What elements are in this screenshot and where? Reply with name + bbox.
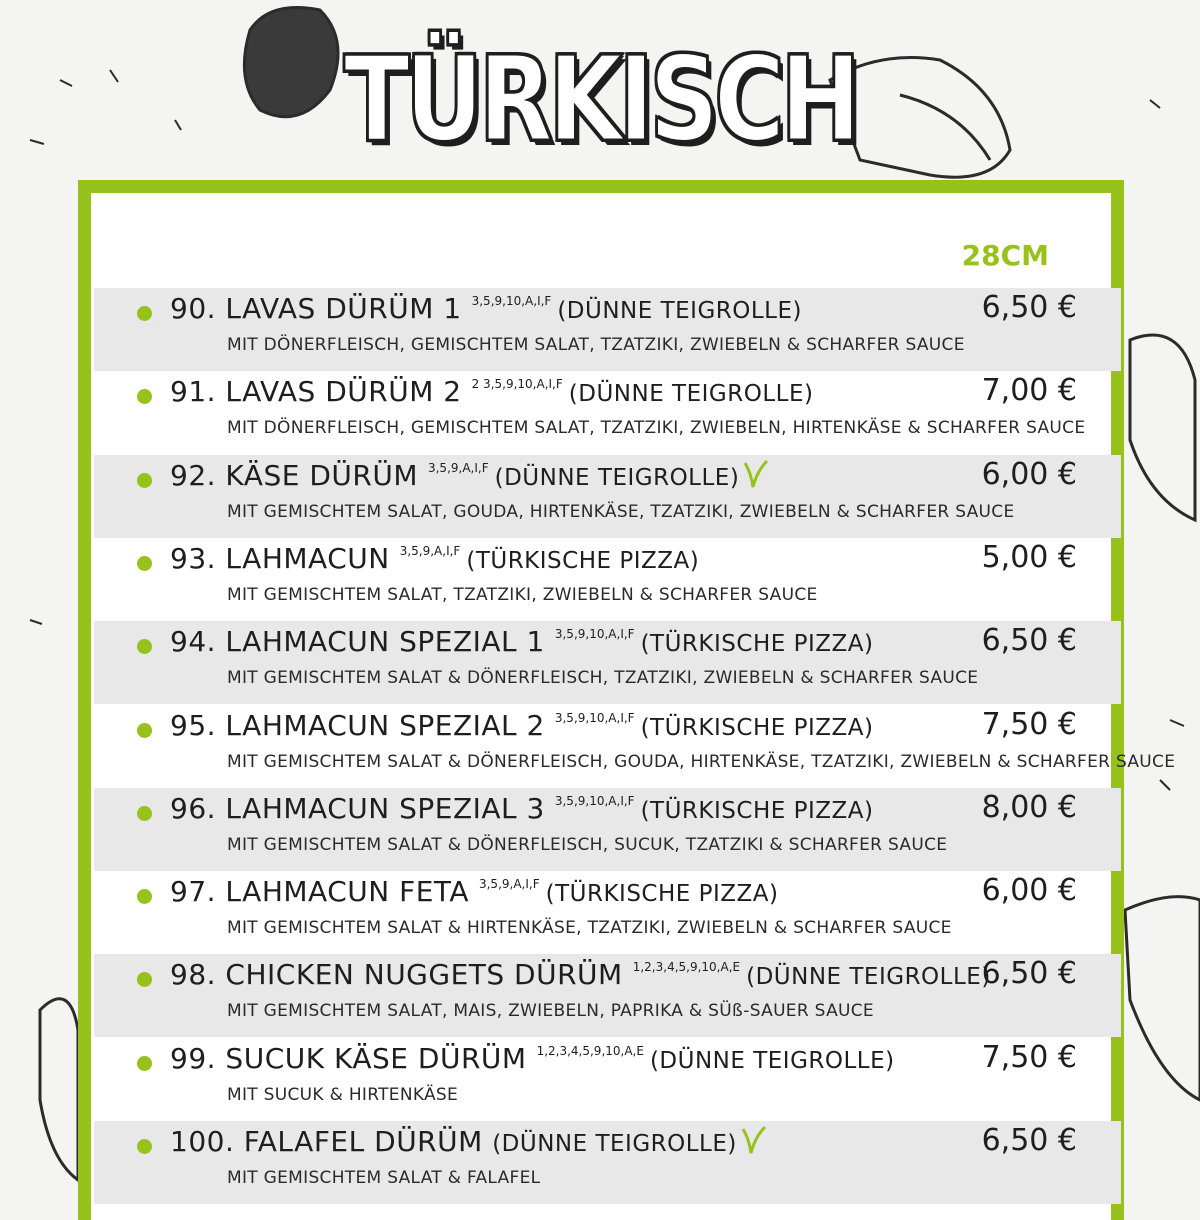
menu-item-row (94, 1038, 1121, 1121)
menu-item-allergens: 3,5,9,A,I,F (427, 460, 489, 475)
menu-item-description: MIT GEMISCHTEM SALAT, MAIS, ZWIEBELN, PAPRIKA & SÜß-SAUER SAUCE (227, 1001, 874, 1022)
menu-item-type: (TÜRKISCHE PIZZA) (466, 547, 700, 574)
menu-item-type: (TÜRKISCHE PIZZA) (640, 631, 874, 658)
menu-item-type: (DÜNNE TEIGROLLE) (494, 464, 740, 491)
bullet-icon (137, 889, 152, 904)
page-title: TÜRKISCH (343, 30, 857, 168)
menu-item-row (94, 954, 1121, 1037)
menu-item-price: 6,00 € (981, 456, 1077, 492)
menu-item-row (94, 538, 1121, 621)
menu-panel (78, 180, 1176, 1220)
menu-item-description: MIT GEMISCHTEM SALAT, TZATZIKI, ZWIEBELN & SCHARFER SAUCE (227, 584, 818, 605)
menu-item-name: 97. LAHMACUN FETA (170, 875, 469, 909)
menu-item-name: 91. LAVAS DÜRÜM 2 (170, 375, 462, 409)
bullet-icon (137, 972, 152, 987)
menu-item-name: 90. LAVAS DÜRÜM 1 (170, 292, 462, 325)
menu-item-type: (DÜNNE TEIGROLLE) (557, 298, 803, 324)
vegetarian-leaf-icon (743, 463, 769, 496)
menu-item-title-line (170, 1125, 767, 1162)
menu-item-type: (TÜRKISCHE PIZZA) (640, 714, 874, 741)
menu-item-row (94, 288, 1121, 371)
menu-item-name: 92. KÄSE DÜRÜM (170, 458, 418, 492)
menu-item-type: (TÜRKISCHE PIZZA) (640, 797, 874, 824)
menu-item-title-line (170, 542, 699, 575)
bullet-icon (137, 1139, 152, 1154)
size-column-header: 28CM (961, 239, 1049, 272)
menu-item-name: 100. FALAFEL DÜRÜM (170, 1125, 483, 1158)
menu-item-price: 7,50 € (981, 1039, 1077, 1075)
menu-item-type: (DÜNNE TEIGROLLE) (568, 381, 814, 408)
menu-item-row (94, 1121, 1121, 1204)
bullet-icon (137, 806, 152, 821)
menu-item-type: (TÜRKISCHE PIZZA) (545, 881, 779, 908)
menu-item-allergens: 1,2,3,4,5,9,10,A,E (536, 1043, 644, 1058)
menu-item-description: MIT GEMISCHTEM SALAT & DÖNERFLEISCH, SUCUK, TZATZIKI & SCHARFER SAUCE (227, 834, 948, 855)
menu-item-title-line (170, 625, 873, 658)
menu-item-title-line (170, 958, 991, 991)
menu-item-description: MIT GEMISCHTEM SALAT, GOUDA, HIRTENKÄSE, TZATZIKI, ZWIEBELN & SCHARFER SAUCE (227, 501, 1015, 522)
menu-item-description: MIT SUCUK & HIRTENKÄSE (227, 1084, 459, 1105)
menu-item-allergens: 3,5,9,10,A,I,F (471, 294, 552, 308)
menu-item-price: 6,50 € (981, 290, 1077, 325)
menu-item-row (94, 705, 1176, 788)
menu-item-description: MIT GEMISCHTEM SALAT & FALAFEL (227, 1168, 541, 1188)
menu-item-price: 7,00 € (981, 373, 1077, 409)
menu-item-title-line (170, 459, 769, 496)
menu-item-price: 7,50 € (981, 706, 1077, 742)
menu-item-type: (DÜNNE TEIGROLLE) (746, 964, 991, 991)
menu-item-name: 93. LAHMACUN (170, 541, 390, 575)
menu-item-description: MIT DÖNERFLEISCH, GEMISCHTEM SALAT, TZATZIKI, ZWIEBELN, HIRTENKÄSE & SCHARFER SAUCE (227, 418, 1086, 439)
menu-item-name: 95. LAHMACUN SPEZIAL 2 (170, 708, 545, 742)
menu-item-name: 98. CHICKEN NUGGETS DÜRÜM (170, 958, 623, 992)
menu-item-title-line (170, 792, 873, 825)
menu-item-allergens: 3,5,9,10,A,I,F (554, 793, 635, 808)
menu-item-title-line (170, 1042, 895, 1075)
menu-item-row (94, 621, 1121, 704)
menu-item-allergens: 3,5,9,10,A,I,F (554, 710, 635, 725)
menu-item-name: 94. LAHMACUN SPEZIAL 1 (170, 625, 545, 659)
menu-item-price: 6,50 € (981, 623, 1077, 659)
menu-item-row (94, 371, 1121, 454)
bullet-icon (137, 556, 152, 571)
menu-item-price: 6,50 € (981, 1123, 1077, 1158)
menu-item-type: (DÜNNE TEIGROLLE) (492, 1131, 737, 1157)
bullet-icon (137, 389, 152, 404)
menu-item-name: 99. SUCUK KÄSE DÜRÜM (170, 1041, 527, 1075)
bullet-icon (137, 473, 152, 488)
menu-item-price: 6,00 € (981, 873, 1077, 909)
menu-item-price: 5,00 € (981, 539, 1077, 575)
menu-item-title-line (170, 375, 813, 408)
menu-item-description: MIT GEMISCHTEM SALAT & DÖNERFLEISCH, GOUDA, HIRTENKÄSE, TZATZIKI, ZWIEBELN & SCHARFER SAUCE (227, 751, 1176, 772)
menu-item-allergens: 2 3,5,9,10,A,I,F (471, 377, 563, 392)
menu-item-description: MIT DÖNERFLEISCH, GEMISCHTEM SALAT, TZATZIKI, ZWIEBELN & SCHARFER SAUCE (227, 335, 965, 355)
menu-item-type: (DÜNNE TEIGROLLE) (649, 1047, 895, 1074)
bullet-icon (137, 306, 152, 321)
menu-item-price: 8,00 € (981, 789, 1077, 825)
bullet-icon (137, 1056, 152, 1071)
menu-item-row (94, 871, 1121, 954)
bullet-icon (137, 639, 152, 654)
menu-item-title-line (170, 875, 779, 908)
menu-item-allergens: 3,5,9,10,A,I,F (554, 627, 635, 642)
menu-item-description: MIT GEMISCHTEM SALAT & DÖNERFLEISCH, TZATZIKI, ZWIEBELN & SCHARFER SAUCE (227, 668, 979, 689)
menu-item-allergens: 1,2,3,4,5,9,10,A,E (632, 960, 741, 975)
menu-item-price: 6,50 € (981, 956, 1077, 992)
menu-item-row (94, 455, 1121, 538)
menu-item-description: MIT GEMISCHTEM SALAT & HIRTENKÄSE, TZATZIKI, ZWIEBELN & SCHARFER SAUCE (227, 918, 952, 939)
menu-item-row (94, 788, 1121, 871)
menu-item-allergens: 3,5,9,A,I,F (399, 543, 461, 558)
menu-item-title-line (170, 709, 873, 742)
menu-item-title-line (170, 292, 802, 325)
vegetarian-leaf-icon (741, 1129, 767, 1162)
menu-item-name: 96. LAHMACUN SPEZIAL 3 (170, 791, 545, 825)
menu-item-allergens: 3,5,9,A,I,F (478, 877, 540, 892)
bullet-icon (137, 723, 152, 738)
